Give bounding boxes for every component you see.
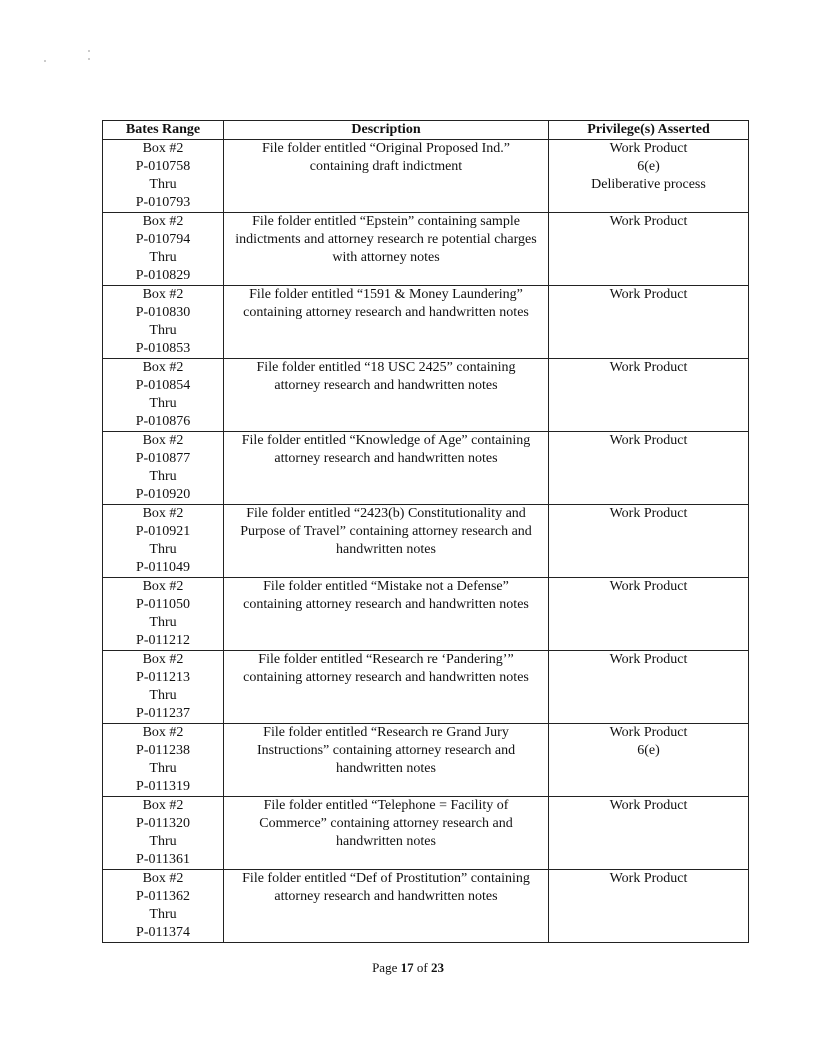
bates-line: P-010854 <box>135 378 191 393</box>
bates-line: P-010920 <box>135 487 191 502</box>
bates-range-cell <box>103 797 224 870</box>
bates-line: Thru <box>149 177 177 192</box>
bates-range-cell <box>103 213 224 286</box>
bates-range-cell <box>103 505 224 578</box>
bates-line: Box #2 <box>142 433 184 448</box>
description-cell: File folder entitled “18 USC 2425” containing attorney research and handwritten notes <box>224 359 549 432</box>
bates-line: Thru <box>149 469 177 484</box>
description-cell: File folder entitled “Def of Prostitution” containing attorney research and handwritten notes <box>224 870 549 943</box>
header-description: Description <box>224 121 549 140</box>
privilege-log-table <box>102 120 749 943</box>
privilege-line: Work Product <box>609 579 688 594</box>
table-row <box>103 651 749 724</box>
table-row <box>103 724 749 797</box>
bates-line: P-010793 <box>135 195 191 210</box>
privilege-line: Work Product <box>609 287 688 302</box>
bates-range-cell <box>103 870 224 943</box>
bates-line: P-011050 <box>136 597 190 612</box>
bates-line: P-010853 <box>135 341 191 356</box>
bates-line: P-011049 <box>136 560 190 575</box>
bates-line: P-010876 <box>135 414 191 429</box>
privilege-line: Work Product <box>609 871 688 886</box>
bates-line: P-010877 <box>135 451 191 466</box>
bates-line: Thru <box>149 761 177 776</box>
bates-range-cell <box>103 359 224 432</box>
description-cell: File folder entitled “Mistake not a Defense” containing attorney research and handwritten notes <box>224 578 549 651</box>
scan-speck <box>88 58 90 60</box>
table-row <box>103 797 749 870</box>
header-row <box>103 121 749 140</box>
privilege-cell <box>549 870 749 943</box>
page-sep: of <box>413 960 431 975</box>
bates-range-cell <box>103 651 224 724</box>
table-row <box>103 505 749 578</box>
bates-line: P-011361 <box>136 852 190 867</box>
description-cell: File folder entitled “Research re ‘Pandering’” containing attorney research and handwritten notes <box>224 651 549 724</box>
description-cell: File folder entitled “Original Proposed Ind.” containing draft indictment <box>224 140 549 213</box>
bates-line: Box #2 <box>142 214 184 229</box>
page-footer <box>0 960 816 976</box>
header-bates-range: Bates Range <box>103 121 224 140</box>
bates-line: P-011362 <box>136 889 190 904</box>
log-body <box>103 140 749 943</box>
bates-range-cell <box>103 724 224 797</box>
table-row <box>103 140 749 213</box>
bates-line: Thru <box>149 615 177 630</box>
bates-line: Thru <box>149 907 177 922</box>
privilege-log <box>102 120 748 943</box>
description-cell: File folder entitled “2423(b) Constitutionality and Purpose of Travel” containing attorney research and handwritten notes <box>224 505 549 578</box>
bates-line: Box #2 <box>142 652 184 667</box>
bates-line: Box #2 <box>142 725 184 740</box>
privilege-line: Work Product <box>609 360 688 375</box>
bates-line: Box #2 <box>142 506 184 521</box>
page-current: 17 <box>400 960 414 975</box>
header-privileges: Privilege(s) Asserted <box>549 121 749 140</box>
privilege-line: Work Product <box>609 141 688 156</box>
table-row <box>103 432 749 505</box>
bates-line: Box #2 <box>142 287 184 302</box>
table-row <box>103 870 749 943</box>
bates-line: P-011238 <box>136 743 190 758</box>
bates-line: P-011237 <box>136 706 190 721</box>
bates-line: Thru <box>149 542 177 557</box>
privilege-cell <box>549 651 749 724</box>
privilege-cell <box>549 213 749 286</box>
bates-line: Box #2 <box>142 871 184 886</box>
bates-line: Thru <box>149 323 177 338</box>
privilege-line: Work Product <box>609 652 688 667</box>
page-total: 23 <box>430 960 444 975</box>
privilege-cell <box>549 140 749 213</box>
description-cell: File folder entitled “Telephone = Facility of Commerce” containing attorney research and handwritten notes <box>224 797 549 870</box>
bates-line: Box #2 <box>142 141 184 156</box>
privilege-line: Work Product <box>609 725 688 740</box>
bates-line: Box #2 <box>142 360 184 375</box>
description-cell: File folder entitled “Epstein” containing sample indictments and attorney research re potential charges with attorney notes <box>224 213 549 286</box>
bates-range-cell <box>103 140 224 213</box>
bates-line: P-010758 <box>135 159 191 174</box>
privilege-line: Work Product <box>609 798 688 813</box>
bates-range-cell <box>103 578 224 651</box>
privilege-cell <box>549 286 749 359</box>
table-row <box>103 286 749 359</box>
scan-speck <box>44 60 46 62</box>
bates-line: P-011374 <box>136 925 190 940</box>
bates-line: P-010921 <box>135 524 191 539</box>
bates-line: P-011212 <box>136 633 190 648</box>
privilege-cell <box>549 578 749 651</box>
table-row <box>103 359 749 432</box>
description-cell: File folder entitled “1591 & Money Laundering” containing attorney research and handwritten notes <box>224 286 549 359</box>
bates-line: P-011319 <box>136 779 190 794</box>
privilege-cell <box>549 724 749 797</box>
privilege-line: Work Product <box>609 433 688 448</box>
page-prefix: Page <box>372 960 401 975</box>
table-row <box>103 578 749 651</box>
bates-range-cell <box>103 286 224 359</box>
table-row <box>103 213 749 286</box>
privilege-cell <box>549 797 749 870</box>
bates-line: Thru <box>149 688 177 703</box>
privilege-line: Deliberative process <box>591 177 706 192</box>
bates-line: Box #2 <box>142 798 184 813</box>
description-cell: File folder entitled “Knowledge of Age” containing attorney research and handwritten notes <box>224 432 549 505</box>
bates-range-cell <box>103 432 224 505</box>
privilege-line: 6(e) <box>637 743 660 758</box>
privilege-line: Work Product <box>609 506 688 521</box>
privilege-cell <box>549 359 749 432</box>
bates-line: Thru <box>149 250 177 265</box>
bates-line: P-011320 <box>136 816 190 831</box>
bates-line: Thru <box>149 834 177 849</box>
bates-line: Box #2 <box>142 579 184 594</box>
bates-line: P-010830 <box>135 305 191 320</box>
scan-speck <box>88 50 90 52</box>
bates-line: Thru <box>149 396 177 411</box>
description-cell: File folder entitled “Research re Grand Jury Instructions” containing attorney research and handwritten notes <box>224 724 549 797</box>
bates-line: P-010794 <box>135 232 191 247</box>
privilege-cell <box>549 505 749 578</box>
privilege-line: Work Product <box>609 214 688 229</box>
privilege-cell <box>549 432 749 505</box>
bates-line: P-010829 <box>135 268 191 283</box>
bates-line: P-011213 <box>136 670 190 685</box>
privilege-line: 6(e) <box>637 159 660 174</box>
